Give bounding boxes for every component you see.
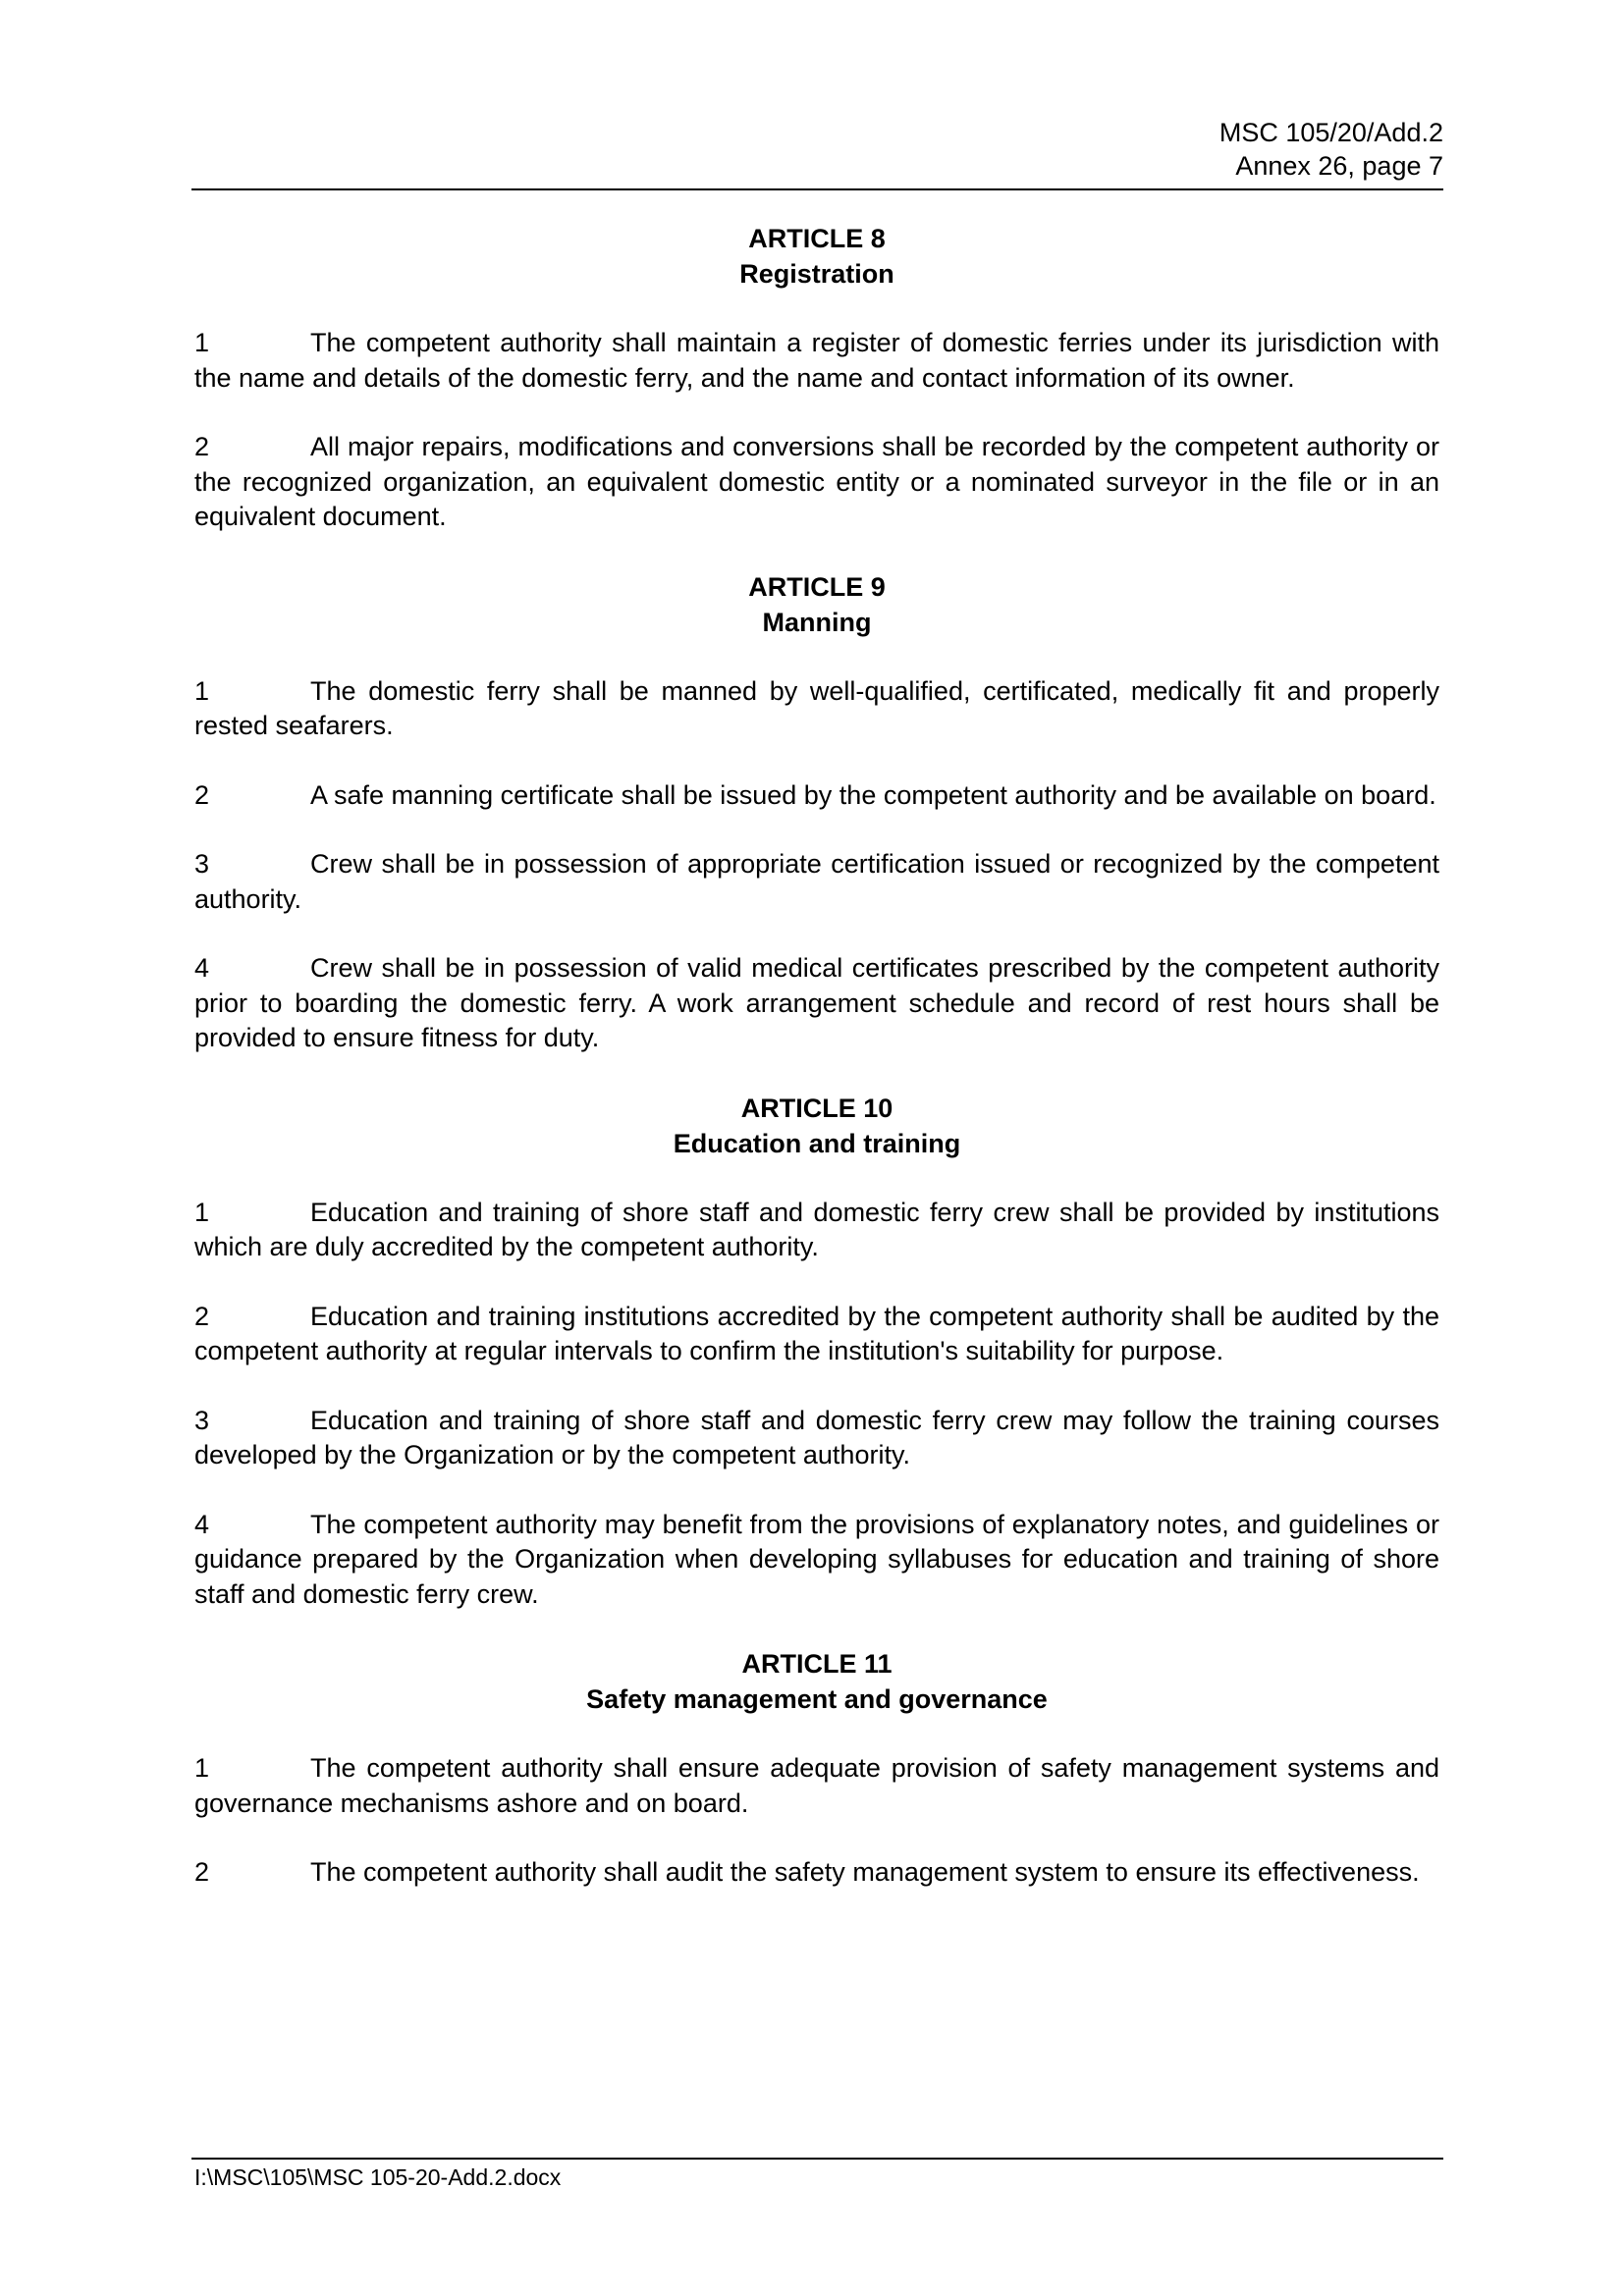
paragraph-number: 4: [194, 953, 210, 983]
article-title: Safety management and governance: [586, 1684, 1048, 1714]
article-heading: [194, 1646, 1439, 1717]
paragraph-number: 3: [194, 1405, 210, 1435]
header-divider: [191, 188, 1443, 190]
article-10: [194, 1091, 1439, 1613]
paragraph-number: 2: [194, 1301, 210, 1331]
paragraph-text: All major repairs, modifications and conversions shall be recorded by the competent authority or the recognized organization, an equivalent domestic entity or a nominated surveyor in the file or in an equivalent document.: [194, 432, 1439, 531]
paragraph-text: The competent authority shall maintain a register of domestic ferries under its jurisdiction with the name and details of the domestic ferry, and the name and contact information of its owner.: [194, 328, 1439, 393]
paragraph-text: Education and training of shore staff and domestic ferry crew shall be provided by institutions which are duly accredited by the competent authority.: [194, 1197, 1439, 1261]
paragraph-number: 3: [194, 849, 210, 879]
header-doc-ref: MSC 105/20/Add.2: [1218, 118, 1443, 147]
paragraph: [194, 1300, 1439, 1369]
paragraph-number: 1: [194, 1753, 210, 1783]
paragraph: [194, 1508, 1439, 1613]
article-number: ARTICLE 8: [748, 224, 886, 253]
paragraph-text: The competent authority shall ensure adequate provision of safety management systems and governance mechanisms ashore and on board.: [194, 1753, 1439, 1818]
paragraph-text: A safe manning certificate shall be issued by the competent authority and be available on board.: [310, 779, 1436, 810]
article-number: ARTICLE 11: [741, 1649, 893, 1679]
article-8: [194, 221, 1439, 535]
paragraph-text: Education and training of shore staff and domestic ferry crew may follow the training courses developed by the Organization or by the competent authority.: [194, 1405, 1439, 1469]
document-body: [194, 221, 1439, 1925]
paragraph-number: 2: [194, 779, 210, 810]
article-heading: [194, 569, 1439, 640]
paragraph: [194, 1404, 1439, 1473]
page-header: [191, 116, 1443, 183]
paragraph-text: The domestic ferry shall be manned by well-qualified, certificated, medically fit and properly rested seafarers.: [194, 675, 1439, 740]
article-number: ARTICLE 9: [748, 571, 886, 602]
paragraph-number: 4: [194, 1509, 210, 1539]
paragraph: [194, 1196, 1439, 1265]
paragraph: [194, 326, 1439, 396]
paragraph-number: 2: [194, 432, 210, 461]
header-page-ref: Annex 26, page 7: [1235, 151, 1443, 181]
paragraph-number: 1: [194, 328, 210, 357]
paragraph-text: Crew shall be in possession of appropriate certification issued or recognized by the competent authority.: [194, 849, 1439, 914]
paragraph-text: The competent authority shall audit the safety management system to ensure its effectiveness.: [310, 1857, 1420, 1887]
article-number: ARTICLE 10: [740, 1093, 893, 1123]
article-title: Registration: [739, 259, 894, 289]
paragraph: [194, 1751, 1439, 1821]
article-title: Education and training: [673, 1128, 961, 1158]
paragraph-number: 1: [194, 1197, 210, 1227]
paragraph-number: 2: [194, 1857, 210, 1887]
paragraph-text: Education and training institutions accredited by the competent authority shall be audited by the competent authority at regular intervals to confirm the institution's suitability for purpose.: [194, 1301, 1439, 1365]
paragraph: [194, 778, 1439, 814]
article-heading: [194, 221, 1439, 292]
paragraph: [194, 847, 1439, 917]
paragraph: [194, 430, 1439, 535]
paragraph: [194, 674, 1439, 744]
paragraph-text: Crew shall be in possession of valid medical certificates prescribed by the competent authority prior to boarding the domestic ferry. A work arrangement schedule and record of rest hours shall be provided to ensure fitness for duty.: [194, 953, 1439, 1052]
paragraph-text: The competent authority may benefit from the provisions of explanatory notes, and guidelines or guidance prepared by the Organization when developing syllabuses for education and training of shore staff and domestic ferry crew.: [194, 1509, 1439, 1609]
footer-divider: [191, 2158, 1443, 2160]
article-heading: [194, 1091, 1439, 1161]
paragraph: [194, 951, 1439, 1056]
article-title: Manning: [762, 607, 872, 637]
paragraph-number: 1: [194, 675, 210, 706]
article-11: [194, 1646, 1439, 1891]
paragraph: [194, 1855, 1439, 1891]
article-9: [194, 569, 1439, 1056]
footer-file-path: I:\MSC\105\MSC 105-20-Add.2.docx: [194, 2164, 562, 2190]
